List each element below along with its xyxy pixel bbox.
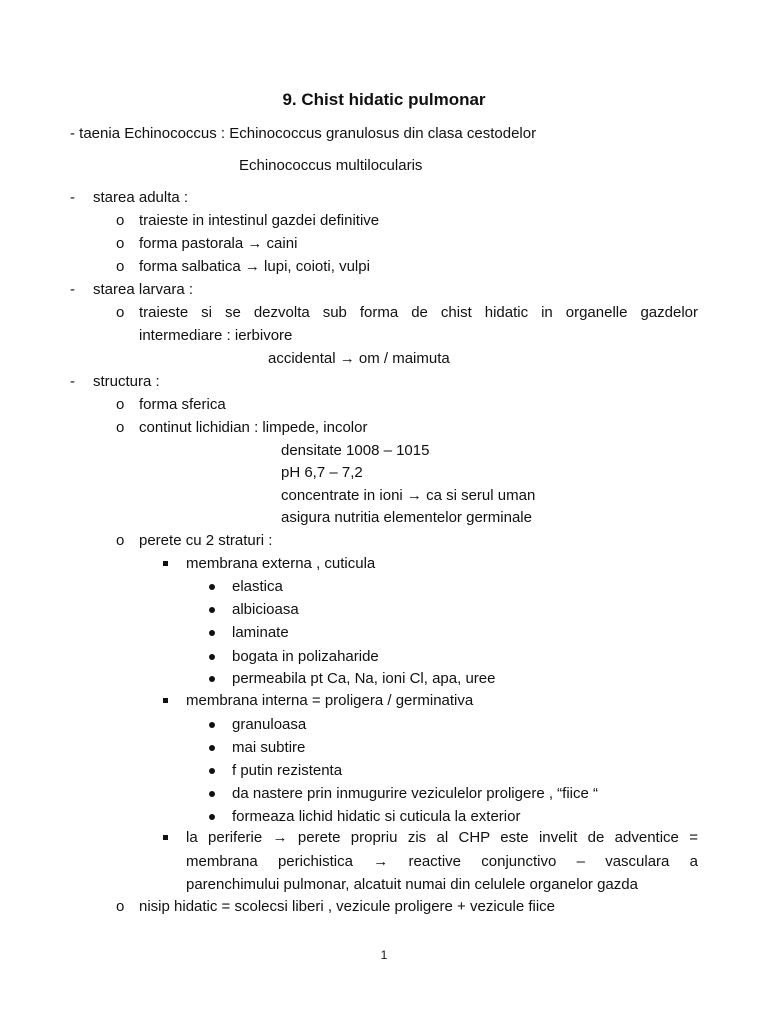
list-item: formeaza lichid hidatic si cuticula la exterior: [232, 808, 521, 825]
round-bullet: [209, 745, 215, 751]
detail-line: pH 6,7 – 7,2: [281, 464, 363, 481]
list-item: elastica: [232, 578, 283, 595]
round-bullet: [209, 676, 215, 682]
paragraph-line: intermediare : ierbivore: [139, 327, 293, 344]
circle-bullet: o: [116, 235, 125, 252]
list-item: forma pastorala → caini: [139, 235, 298, 252]
list-item: continut lichidian : limpede, incolor: [139, 419, 368, 436]
list-item: mai subtire: [232, 739, 306, 756]
round-bullet: [209, 791, 215, 797]
list-item: permeabila pt Ca, Na, ioni Cl, apa, uree: [232, 670, 496, 687]
intro-line-2: Echinococcus multilocularis: [239, 157, 423, 174]
page-number: 1: [380, 948, 388, 962]
list-item: albicioasa: [232, 601, 299, 618]
round-bullet: [209, 768, 215, 774]
list-item: membrana interna = proligera / germinativa: [186, 692, 474, 709]
square-bullet: [163, 698, 168, 703]
round-bullet: [209, 722, 215, 728]
intro-line: - taenia Echinococcus : Echinococcus granulosus din clasa cestodelor: [70, 125, 537, 142]
detail-line: concentrate in ioni → ca si serul uman: [281, 487, 536, 504]
round-bullet: [209, 607, 215, 613]
list-item: laminate: [232, 624, 289, 641]
dash-bullet: -: [70, 281, 75, 298]
square-bullet: [163, 561, 168, 566]
list-item: perete cu 2 straturi :: [139, 532, 273, 549]
detail-line: densitate 1008 – 1015: [281, 442, 430, 459]
dash-bullet: -: [70, 189, 75, 206]
page-title: 9. Chist hidatic pulmonar: [282, 90, 486, 109]
list-item: f putin rezistenta: [232, 762, 343, 779]
list-item: bogata in polizaharide: [232, 648, 379, 665]
circle-bullet: o: [116, 898, 125, 915]
paragraph-line: la periferie → perete propriu zis al CHP este invelit de adventice =: [186, 829, 698, 846]
list-item: traieste in intestinul gazdei definitive: [139, 212, 380, 229]
circle-bullet: o: [116, 419, 125, 436]
section-heading-larva: starea larvara :: [93, 281, 194, 298]
dash-bullet: -: [70, 373, 75, 390]
paragraph-line: membrana perichistica → reactive conjunctivo – vasculara a: [186, 853, 698, 870]
section-heading-adult: starea adulta :: [93, 189, 189, 206]
circle-bullet: o: [116, 304, 125, 321]
list-item: nisip hidatic = scolecsi liberi , vezicule proligere + vezicule fiice: [139, 898, 556, 915]
list-item: membrana externa , cuticula: [186, 555, 376, 572]
circle-bullet: o: [116, 258, 125, 275]
round-bullet: [209, 654, 215, 660]
list-item: forma sferica: [139, 396, 226, 413]
list-item: granuloasa: [232, 716, 307, 733]
detail-line: asigura nutritia elementelor germinale: [281, 509, 532, 526]
circle-bullet: o: [116, 532, 125, 549]
circle-bullet: o: [116, 212, 125, 229]
round-bullet: [209, 814, 215, 820]
list-item: da nastere prin inmugurire veziculelor proligere , “fiice “: [232, 785, 598, 802]
list-item: forma salbatica → lupi, coioti, vulpi: [139, 258, 370, 275]
section-heading-structure: structura :: [93, 373, 160, 390]
paragraph-line: traieste si se dezvolta sub forma de chist hidatic in organelle gazdelor: [139, 304, 698, 321]
round-bullet: [209, 630, 215, 636]
square-bullet: [163, 835, 168, 840]
paragraph-line: accidental → om / maimuta: [268, 350, 450, 367]
round-bullet: [209, 584, 215, 590]
paragraph-line: parenchimului pulmonar, alcatuit numai din celulele organelor gazda: [186, 876, 638, 893]
circle-bullet: o: [116, 396, 125, 413]
